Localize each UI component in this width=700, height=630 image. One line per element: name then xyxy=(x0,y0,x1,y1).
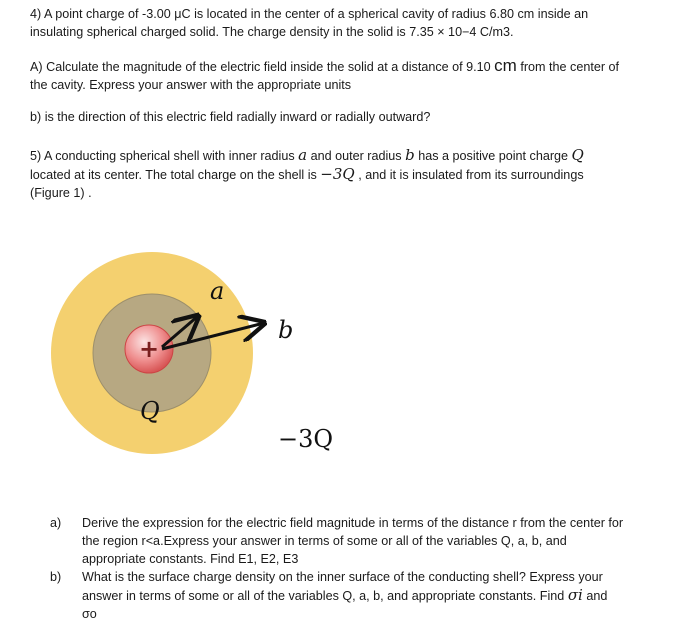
question-5-line-2: located at its center. The total charge on the shell is −3Q , and it is insulated from its surroundings xyxy=(30,165,584,183)
subpart-b-marker: b) xyxy=(50,570,62,584)
subpart-b-line-3: σo xyxy=(82,607,97,621)
subpart-b-line-1: What is the surface charge density on the inner surface of the conducting shell? Express your xyxy=(82,570,603,584)
question-4-line-1: 4) A point charge of -3.00 μC is located in the center of a spherical cavity of radius 6.80 cm inside an xyxy=(30,7,589,21)
subpart-a-line-2: the region r<a.Express your answer in terms of some or all of the variables Q, a, b, and xyxy=(82,534,567,548)
plus-sign: + xyxy=(138,335,160,363)
question-5-line-3: (Figure 1) . xyxy=(30,186,92,200)
question-4 xyxy=(30,5,695,41)
label-b: b xyxy=(278,316,294,344)
var-b: b xyxy=(405,146,415,164)
var-a: a xyxy=(298,146,308,164)
part-a-line-1: A) Calculate the magnitude of the electric field inside the solid at a distance of 9.10 cm from the center of xyxy=(30,56,620,75)
var-Q: Q xyxy=(571,146,584,164)
subpart-a-marker: a) xyxy=(50,516,62,530)
figure-1 xyxy=(50,243,334,473)
unit-cm: cm xyxy=(494,56,517,75)
label-a: a xyxy=(210,277,225,305)
part-a-line-2: the cavity. Express your answer with the appropriate units xyxy=(30,78,352,92)
subpart-a-line-1: Derive the expression for the electric field magnitude in terms of the distance r from the center for xyxy=(82,516,624,530)
question-4-part-b xyxy=(30,108,695,126)
subpart-a-line-3: appropriate constants. Find E1, E2, E3 xyxy=(82,552,299,566)
question-4-part-a xyxy=(30,57,695,94)
shell-charge: −3Q xyxy=(320,165,355,183)
label-shell-charge: −3Q xyxy=(278,425,334,453)
part-b-text: b) is the direction of this electric field radially inward or radially outward? xyxy=(30,110,431,124)
question-4-line-2: insulating spherical charged solid. The charge density in the solid is 7.35 × 10−4 C/m3. xyxy=(30,25,514,39)
sigma-i: σi xyxy=(567,586,583,604)
subpart-b-line-2: answer in terms of some or all of the variables Q, a, b, and appropriate constants. Find σi and xyxy=(82,586,608,604)
label-Q: Q xyxy=(140,397,160,425)
question-5-line-1: 5) A conducting spherical shell with inner radius a and outer radius b has a positive point charge Q xyxy=(30,146,584,164)
question-5 xyxy=(30,146,695,202)
subpart-a xyxy=(50,514,690,568)
subpart-b xyxy=(50,568,690,623)
subparts-list xyxy=(50,514,690,623)
